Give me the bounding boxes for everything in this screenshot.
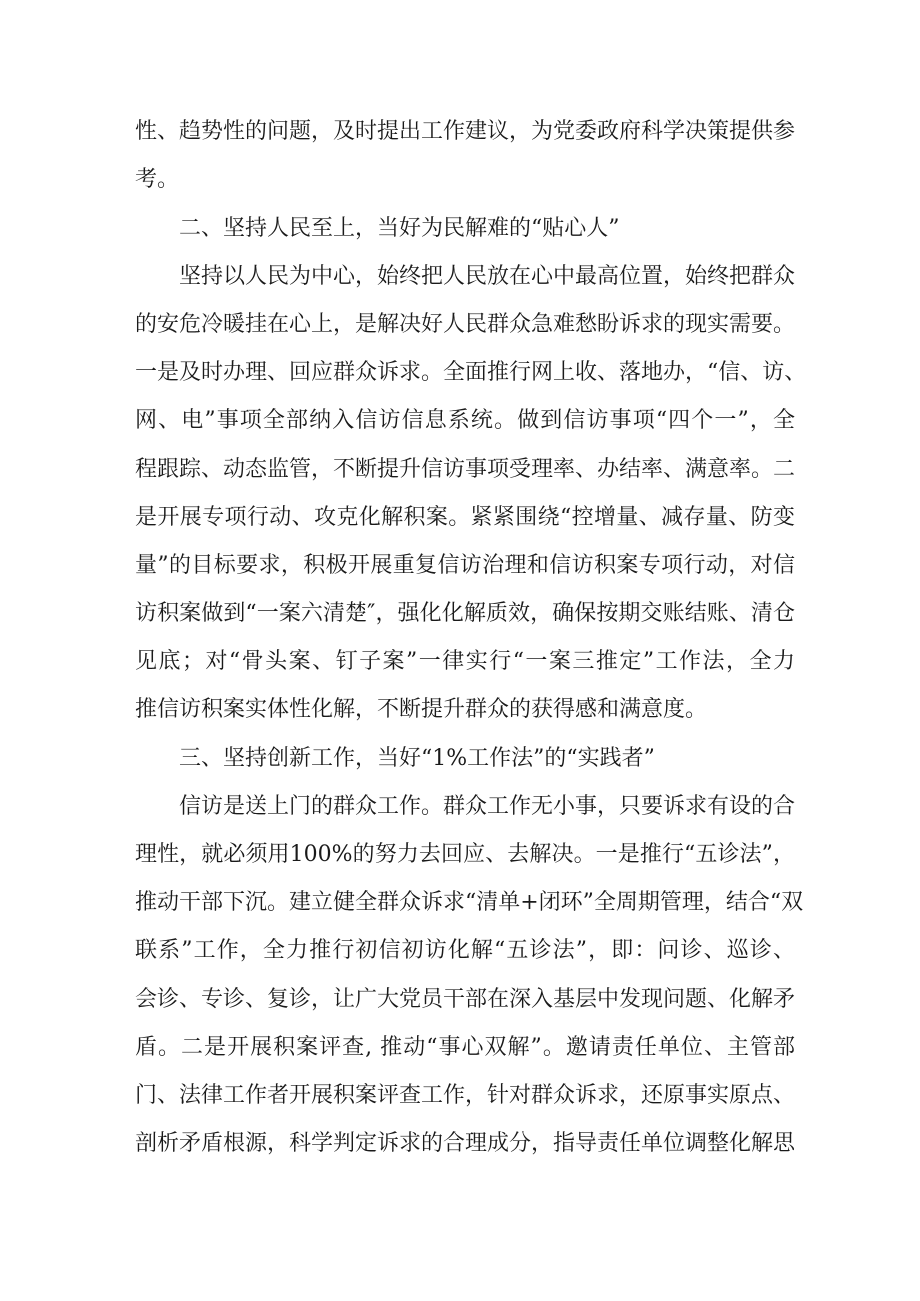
body-text-line: 见底；对“骨头案、钉子案”一律实行“一案三推定”工作法，全力	[135, 649, 795, 674]
body-text-line: 信访是送上门的群众工作。群众工作无小事，只要诉求有设的合	[179, 794, 796, 819]
body-text-line: 访积案做到“一案六清楚″，强化化解质效，确保按期交账结账、清仓	[135, 601, 795, 626]
body-text-line: 是开展专项行动、攻克化解积案。紧紧围绕“控增量、减存量、防变	[135, 505, 795, 530]
body-text-line: 门、法律工作者开展积案评查工作，针对群众诉求，还原事实原点、	[135, 1083, 796, 1108]
body-text-line: 剖析矛盾根源，科学判定诉求的合理成分，指导责任单位调整化解思	[135, 1131, 796, 1156]
body-text-line: 一是及时办理、回应群众诉求。全面推行网上收、落地办，“信、访、	[135, 360, 807, 385]
section-heading: 三、坚持创新工作，当好“1%工作法”的“实践者”	[179, 746, 655, 771]
body-text-line: 性、趋势性的问题，及时提出工作建议，为党委政府科学决策提供参	[135, 119, 796, 144]
body-text-line: 坚持以人民为中心，始终把人民放在心中最高位置，始终把群众	[179, 264, 796, 289]
body-text-line: 程跟踪、动态监管，不断提升信访事项受理率、办结率、满意率。二	[135, 457, 796, 482]
body-text-line: 网、电”事项全部纳入信访信息系统。做到信访事项“四个一”，全	[135, 408, 795, 433]
body-text-line: 推信访积案实体性化解，不断提升群众的获得感和满意度。	[135, 697, 708, 722]
body-text-line: 盾。二是开展积案评查, 推动“事心双解”。邀请责任单位、主管部	[135, 1035, 795, 1060]
body-text-line: 会诊、专诊、复诊，让广大党员干部在深入基层中发现问题、化解矛	[135, 987, 796, 1012]
body-text-line: 推动干部下沉。建立健全群众诉求“清单+闭环”全周期管理，结合“双	[135, 890, 804, 915]
body-text-line: 的安危冷暖挂在心上，是解决好人民群众急难愁盼诉求的现实需要。	[135, 312, 796, 337]
section-heading: 二、坚持人民至上，当好为民解难的“贴心人”	[179, 216, 620, 241]
body-text-line: 联系”工作，全力推行初信初访化解“五诊法”，即：问诊、巡诊、	[135, 938, 795, 963]
body-text-line: 考。	[135, 167, 180, 192]
body-text-line: 理性，就必须用100%的努力去回应、去解决。一是推行“五诊法”，	[135, 842, 795, 867]
body-text-line: 量”的目标要求，积极开展重复信访治理和信访积案专项行动，对信	[135, 553, 795, 578]
